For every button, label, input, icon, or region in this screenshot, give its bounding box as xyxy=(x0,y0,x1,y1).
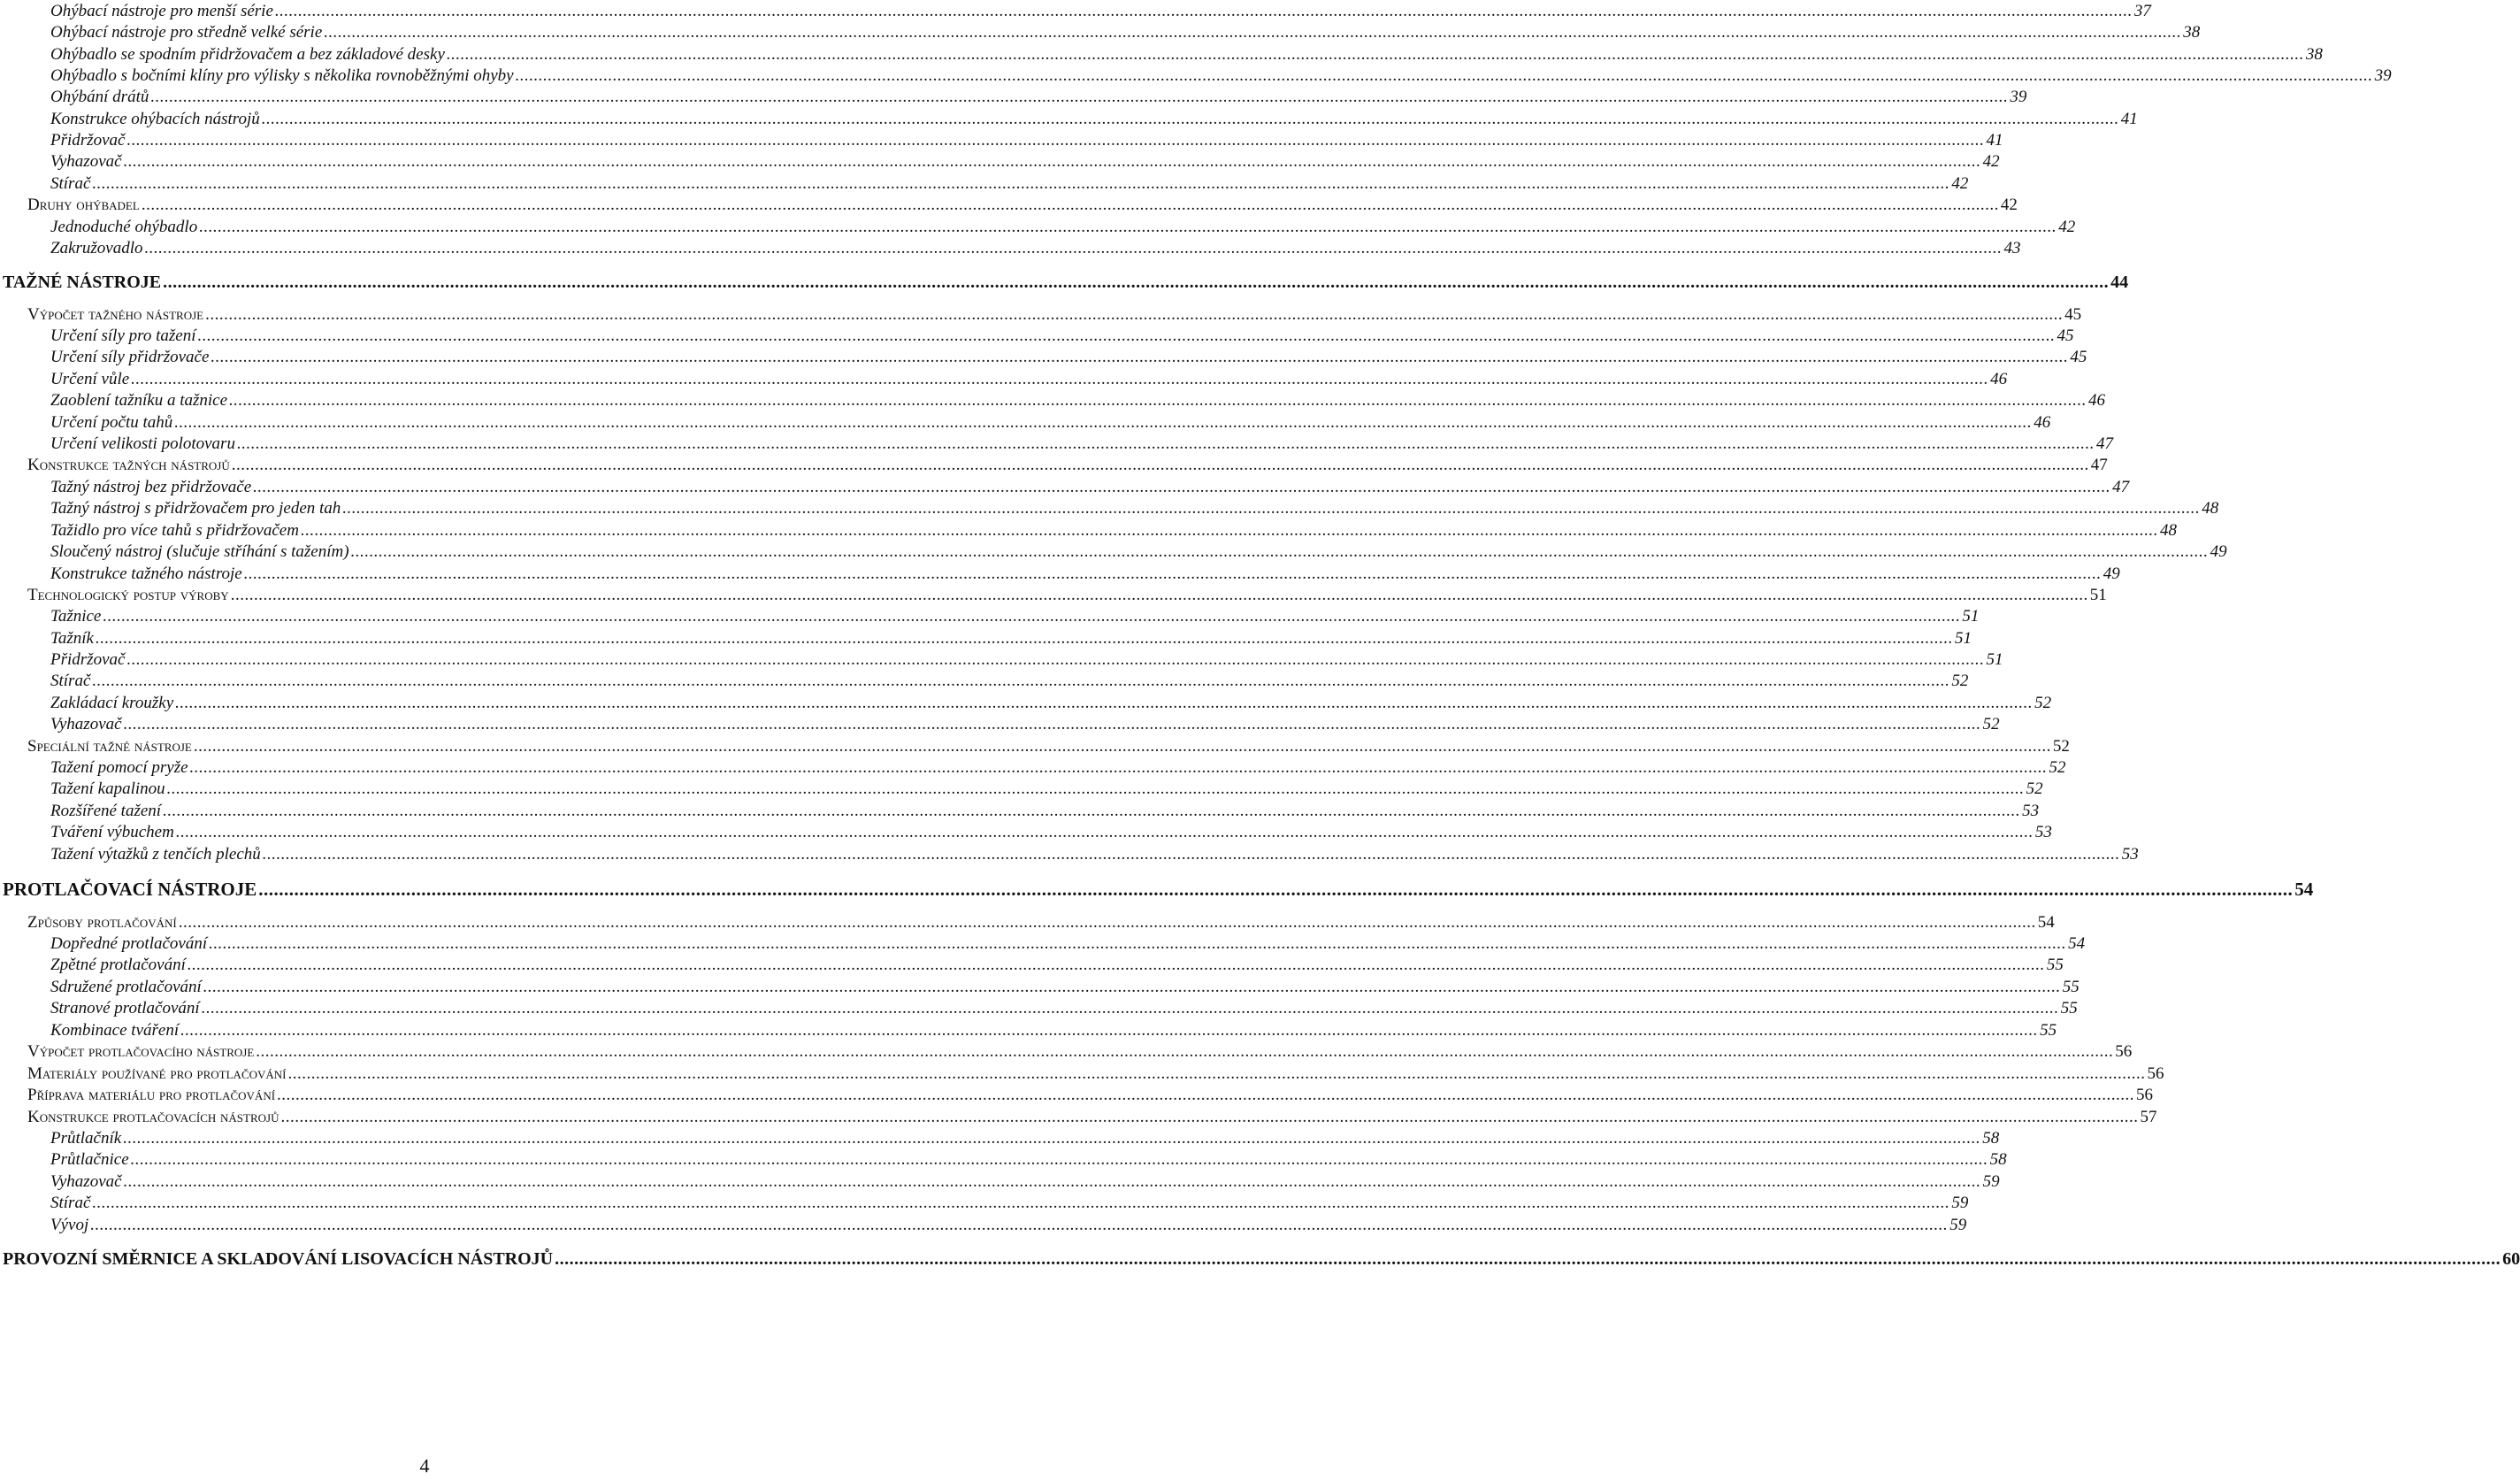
dot-leader: ................................................................................................................................................................................................................................................................................................................................................................................................................ xyxy=(199,218,2057,236)
toc-entry[interactable] xyxy=(0,672,1969,695)
toc-entry-title: Konstrukce ohýbacích nástrojů xyxy=(50,110,260,128)
dot-leader: ................................................................................................................................................................................................................................................................................................................................................................................................................ xyxy=(95,629,1953,648)
dot-leader: ................................................................................................................................................................................................................................................................................................................................................................................................................ xyxy=(287,1064,2146,1083)
toc-entry-title: Tažnice xyxy=(50,607,102,626)
toc-entry-title: Ohýbací nástroje pro středně velké série xyxy=(50,23,323,42)
dot-leader: ................................................................................................................................................................................................................................................................................................................................................................................................................ xyxy=(90,1216,1949,1234)
toc-entry-page: 45 xyxy=(2057,326,2074,345)
toc-entry-title: Stírač xyxy=(50,1194,91,1212)
dot-leader: ................................................................................................................................................................................................................................................................................................................................................................................................................ xyxy=(193,737,2051,756)
toc-entry-page: 39 xyxy=(2374,66,2392,85)
toc-entry[interactable] xyxy=(0,999,2078,1022)
toc-entry-title: Ohýbadlo s bočními klíny pro výlisky s několika rovnoběžnými ohyby xyxy=(50,66,514,85)
toc-entry[interactable] xyxy=(0,1108,2157,1131)
toc-entry-title: Stírač xyxy=(50,174,91,193)
toc-entry[interactable] xyxy=(0,1129,2000,1152)
dot-leader: ................................................................................................................................................................................................................................................................................................................................................................................................................ xyxy=(130,1150,1988,1169)
toc-entry-title: Zakružovadlo xyxy=(50,239,143,257)
dot-leader: ................................................................................................................................................................................................................................................................................................................................................................................................................ xyxy=(123,1129,1981,1148)
toc-entry-page: 42 xyxy=(1951,174,1969,193)
toc-entry-title: TAŽNÉ NÁSTROJE xyxy=(3,273,162,292)
toc-entry-page: 51 xyxy=(2089,586,2107,604)
dot-leader: ................................................................................................................................................................................................................................................................................................................................................................................................................ xyxy=(205,305,2064,324)
dot-leader: ................................................................................................................................................................................................................................................................................................................................................................................................................ xyxy=(126,650,1985,669)
toc-entry-title: Přidržovač xyxy=(50,131,126,150)
toc-entry-page: 54 xyxy=(2068,934,2086,953)
toc-entry-page: 52 xyxy=(2026,779,2043,798)
toc-entry-page: 52 xyxy=(2052,737,2070,756)
toc-entry-page: 56 xyxy=(2147,1064,2164,1083)
toc-entry-title: Tažný nástroj bez přidržovače xyxy=(50,478,252,496)
toc-entry-title: Určení velikosti polotovaru xyxy=(50,434,235,453)
toc-entry[interactable] xyxy=(0,586,2107,609)
toc-entry-title: Konstrukce protlačovacích nástrojů xyxy=(27,1108,280,1126)
dot-leader: ................................................................................................................................................................................................................................................................................................................................................................................................................ xyxy=(258,879,2294,900)
toc-entry-title: Stranové protlačování xyxy=(50,999,200,1017)
toc-entry-page: 57 xyxy=(2140,1108,2157,1126)
toc-entry-page: 44 xyxy=(2110,273,2129,292)
toc-entry-title: Vyhazovač xyxy=(50,152,122,171)
toc-entry-page: 41 xyxy=(2120,110,2138,128)
toc-entry[interactable] xyxy=(0,456,2108,479)
toc-entry[interactable] xyxy=(0,650,2003,673)
toc-entry-title: Konstrukce tažného nástroje xyxy=(50,564,242,583)
toc-entry-page: 52 xyxy=(2049,758,2066,777)
toc-entry-page: 38 xyxy=(2305,45,2323,64)
dot-leader: ................................................................................................................................................................................................................................................................................................................................................................................................................ xyxy=(203,978,2061,996)
toc-entry[interactable] xyxy=(0,152,2000,175)
toc-entry[interactable] xyxy=(0,196,2018,219)
toc-entry-title: Tažný nástroj s přidržovačem pro jeden tah xyxy=(50,499,341,518)
toc-entry-title: Stírač xyxy=(50,672,91,690)
toc-entry-page: 55 xyxy=(2060,999,2078,1017)
toc-entry-page: 39 xyxy=(2010,88,2027,106)
toc-entry[interactable] xyxy=(0,391,2106,414)
toc-entry-title: Tažidlo pro více tahů s přidržovačem xyxy=(50,521,299,540)
toc-entry[interactable] xyxy=(0,758,2066,781)
dot-leader: ................................................................................................................................................................................................................................................................................................................................................................................................................ xyxy=(300,521,2158,540)
toc-entry[interactable] xyxy=(0,913,2055,936)
toc-entry-title: Druhy ohýbadel xyxy=(27,196,140,214)
toc-entry-title: Vyhazovač xyxy=(50,715,122,733)
toc-entry-title: Materiály používané pro protlačování xyxy=(27,1064,287,1083)
toc-entry[interactable] xyxy=(0,1064,2164,1087)
toc-entry-title: Sloučený nástroj (slučuje stříhání s tažením) xyxy=(50,542,349,561)
toc-entry-page: 55 xyxy=(2046,956,2064,974)
toc-entry-title: Výpočet tažného nástroje xyxy=(27,305,204,324)
toc-entry-page: 55 xyxy=(2040,1021,2057,1040)
toc-entry-title: Zpětné protlačování xyxy=(50,956,186,974)
dot-leader: ................................................................................................................................................................................................................................................................................................................................................................................................................ xyxy=(166,779,2025,798)
toc-entry-page: 52 xyxy=(2034,694,2052,712)
toc-entry[interactable] xyxy=(0,370,2008,393)
toc-entry[interactable] xyxy=(0,1249,2520,1272)
toc-entry[interactable] xyxy=(0,348,2087,371)
toc-entry-page: 51 xyxy=(1986,650,2003,669)
toc-entry-page: 59 xyxy=(1949,1216,1967,1234)
toc-entry-page: 41 xyxy=(1986,131,2003,150)
toc-entry[interactable] xyxy=(0,174,1969,197)
toc-entry-title: Tažník xyxy=(50,629,94,648)
dot-leader: ................................................................................................................................................................................................................................................................................................................................................................................................................ xyxy=(229,391,2087,410)
toc-entry[interactable] xyxy=(0,737,2070,760)
dot-leader: ................................................................................................................................................................................................................................................................................................................................................................................................................ xyxy=(123,152,1981,171)
dot-leader: ................................................................................................................................................................................................................................................................................................................................................................................................................ xyxy=(123,1172,1981,1191)
dot-leader: ................................................................................................................................................................................................................................................................................................................................................................................................................ xyxy=(231,456,2089,474)
toc-entry-title: Tažení kapalinou xyxy=(50,779,165,798)
dot-leader: ................................................................................................................................................................................................................................................................................................................................................................................................................ xyxy=(262,845,2120,864)
dot-leader: ................................................................................................................................................................................................................................................................................................................................................................................................................ xyxy=(277,1086,2135,1104)
toc-entry-page: 59 xyxy=(1951,1194,1969,1212)
toc-entry[interactable] xyxy=(0,413,2051,436)
dot-leader: ................................................................................................................................................................................................................................................................................................................................................................................................................ xyxy=(253,478,2111,496)
toc-entry-title: Vývoj xyxy=(50,1216,89,1234)
toc-entry-page: 46 xyxy=(2088,391,2106,410)
toc-entry-title: Tváření výbuchem xyxy=(50,823,174,841)
toc-entry[interactable] xyxy=(0,607,1980,630)
dot-leader: ................................................................................................................................................................................................................................................................................................................................................................................................................ xyxy=(515,66,2373,85)
toc-entry[interactable] xyxy=(0,629,1972,652)
toc-entry-title: Výpočet protlačovacího nástroje xyxy=(27,1042,255,1061)
dot-leader: ................................................................................................................................................................................................................................................................................................................................................................................................................ xyxy=(103,607,1961,626)
toc-entry-title: Ohýbadlo se spodním přidržovačem a bez základové desky xyxy=(50,45,445,64)
dot-leader: ................................................................................................................................................................................................................................................................................................................................................................................................................ xyxy=(261,110,2119,128)
toc-entry-title: Způsoby protlačování xyxy=(27,913,177,932)
toc-entry-page: 58 xyxy=(1989,1150,2007,1169)
toc-entry-title: Průtlačník xyxy=(50,1129,122,1148)
toc-entry[interactable] xyxy=(0,273,2129,296)
toc-entry-title: PROVOZNÍ SMĚRNICE A SKLADOVÁNÍ LISOVACÍCH NÁSTROJŮ xyxy=(3,1249,554,1269)
dot-leader: ................................................................................................................................................................................................................................................................................................................................................................................................................ xyxy=(555,1249,2501,1269)
toc-entry-page: 55 xyxy=(2062,978,2080,996)
toc-entry-page: 53 xyxy=(2034,823,2052,841)
toc-entry[interactable] xyxy=(0,802,2040,825)
dot-leader: ................................................................................................................................................................................................................................................................................................................................................................................................................ xyxy=(324,23,2182,42)
toc-entry-title: Zaoblení tažníku a tažnice xyxy=(50,391,228,410)
dot-leader: ................................................................................................................................................................................................................................................................................................................................................................................................................ xyxy=(141,196,1999,214)
toc-entry[interactable] xyxy=(0,1194,1969,1217)
toc-entry-title: Zakládací kroužky xyxy=(50,694,174,712)
toc-entry-page: 42 xyxy=(2000,196,2018,214)
toc-entry[interactable] xyxy=(0,499,2219,522)
toc-entry-title: Přidržovač xyxy=(50,650,126,669)
dot-leader: ................................................................................................................................................................................................................................................................................................................................................................................................................ xyxy=(211,348,2069,366)
toc-entry-page: 37 xyxy=(2133,2,2151,20)
toc-entry-page: 46 xyxy=(1990,370,2008,388)
dot-leader: ................................................................................................................................................................................................................................................................................................................................................................................................................ xyxy=(201,999,2059,1017)
toc-entry-page: 53 xyxy=(2121,845,2139,864)
toc-entry-title: Dopředné protlačování xyxy=(50,934,208,953)
toc-entry-page: 54 xyxy=(2037,913,2055,932)
dot-leader: ................................................................................................................................................................................................................................................................................................................................................................................................................ xyxy=(144,239,2003,257)
toc-entry[interactable] xyxy=(0,110,2138,133)
toc-entry-page: 47 xyxy=(2112,478,2130,496)
toc-entry-title: Vyhazovač xyxy=(50,1172,122,1191)
toc-entry-page: 45 xyxy=(2064,305,2082,324)
dot-leader: ................................................................................................................................................................................................................................................................................................................................................................................................................ xyxy=(342,499,2201,518)
dot-leader: ................................................................................................................................................................................................................................................................................................................................................................................................................ xyxy=(126,131,1985,150)
toc-entry-page: 46 xyxy=(2034,413,2051,432)
toc-entry[interactable] xyxy=(0,1150,2007,1173)
toc-entry-title: Určení počtu tahů xyxy=(50,413,173,432)
toc-entry-title: Sdružené protlačování xyxy=(50,978,202,996)
toc-entry-page: 56 xyxy=(2115,1042,2133,1061)
toc-entry-page: 38 xyxy=(2183,23,2201,42)
dot-leader: ................................................................................................................................................................................................................................................................................................................................................................................................................ xyxy=(150,88,2009,106)
toc-entry-page: 51 xyxy=(1954,629,1972,648)
toc-entry[interactable] xyxy=(0,779,2043,802)
dot-leader: ................................................................................................................................................................................................................................................................................................................................................................................................................ xyxy=(274,2,2133,20)
dot-leader: ................................................................................................................................................................................................................................................................................................................................................................................................................ xyxy=(92,1194,1950,1212)
toc-entry-page: 60 xyxy=(2502,1249,2520,1269)
dot-leader: ................................................................................................................................................................................................................................................................................................................................................................................................................ xyxy=(131,370,1989,388)
toc-entry-title: Určení síly přidržovače xyxy=(50,348,210,366)
toc-entry-page: 42 xyxy=(1982,152,2000,171)
dot-leader: ................................................................................................................................................................................................................................................................................................................................................................................................................ xyxy=(163,273,2110,292)
toc-entry[interactable] xyxy=(0,1042,2133,1065)
toc-entry[interactable] xyxy=(0,434,2113,457)
toc-entry-title: Rozšířené tažení xyxy=(50,802,162,820)
toc-entry-title: Průtlačnice xyxy=(50,1150,129,1169)
toc-entry[interactable] xyxy=(0,66,2392,89)
toc-entry[interactable] xyxy=(0,305,2082,328)
toc-entry-page: 47 xyxy=(2090,456,2108,474)
dot-leader: ................................................................................................................................................................................................................................................................................................................................................................................................................ xyxy=(209,934,2067,953)
toc-entry[interactable] xyxy=(0,2,2151,25)
toc-entry-title: Konstrukce tažných nástrojů xyxy=(27,456,230,474)
toc-entry[interactable] xyxy=(0,326,2074,349)
toc-entry-page: 49 xyxy=(2103,564,2120,583)
toc-entry[interactable] xyxy=(0,956,2064,979)
toc-entry-page: 54 xyxy=(2294,879,2314,900)
dot-leader: ................................................................................................................................................................................................................................................................................................................................................................................................................ xyxy=(174,413,2033,432)
toc-entry-page: 42 xyxy=(2058,218,2076,236)
toc-entry[interactable] xyxy=(0,879,2314,902)
toc-entry[interactable] xyxy=(0,1086,2154,1109)
toc-entry-title: Ohýbací nástroje pro menší série xyxy=(50,2,273,20)
dot-leader: ................................................................................................................................................................................................................................................................................................................................................................................................................ xyxy=(446,45,2304,64)
toc-entry[interactable] xyxy=(0,88,2027,111)
page-number: 4 xyxy=(419,1455,430,1477)
toc-entry-title: Tažení pomocí pryže xyxy=(50,758,188,777)
dot-leader: ................................................................................................................................................................................................................................................................................................................................................................................................................ xyxy=(187,956,2045,974)
toc-entry-page: 52 xyxy=(1951,672,1969,690)
toc-entry-title: Tažení výtažků z tenčích plechů xyxy=(50,845,261,864)
toc-entry[interactable] xyxy=(0,45,2323,68)
dot-leader: ................................................................................................................................................................................................................................................................................................................................................................................................................ xyxy=(197,326,2056,345)
toc-entry-page: 59 xyxy=(1982,1172,2000,1191)
toc-entry-title: Jednoduché ohýbadlo xyxy=(50,218,198,236)
toc-entry[interactable] xyxy=(0,1216,1967,1239)
toc-entry[interactable] xyxy=(0,564,2120,587)
toc-entry[interactable] xyxy=(0,23,2201,46)
toc-entry[interactable] xyxy=(0,823,2052,846)
dot-leader: ................................................................................................................................................................................................................................................................................................................................................................................................................ xyxy=(350,542,2209,561)
toc-entry-page: 47 xyxy=(2095,434,2113,453)
toc-entry[interactable] xyxy=(0,845,2139,868)
dot-leader: ................................................................................................................................................................................................................................................................................................................................................................................................................ xyxy=(163,802,2021,820)
toc-entry-title: Ohýbání drátů xyxy=(50,88,149,106)
toc-entry-page: 53 xyxy=(2022,802,2040,820)
toc-entry-page: 49 xyxy=(2210,542,2227,561)
dot-leader: ................................................................................................................................................................................................................................................................................................................................................................................................................ xyxy=(123,715,1981,733)
dot-leader: ................................................................................................................................................................................................................................................................................................................................................................................................................ xyxy=(256,1042,2114,1061)
dot-leader: ................................................................................................................................................................................................................................................................................................................................................................................................................ xyxy=(92,672,1950,690)
toc-entry[interactable] xyxy=(0,542,2227,565)
dot-leader: ................................................................................................................................................................................................................................................................................................................................................................................................................ xyxy=(230,586,2088,604)
toc-entry-title: Určení vůle xyxy=(50,370,130,388)
toc-entry[interactable] xyxy=(0,478,2130,501)
toc-entry-page: 51 xyxy=(1962,607,1980,626)
toc-entry-title: Technologický postup výroby xyxy=(27,586,229,604)
toc-entry-title: PROTLAČOVACÍ NÁSTROJE xyxy=(3,879,257,900)
toc-entry[interactable] xyxy=(0,694,2052,717)
toc-entry-page: 48 xyxy=(2202,499,2219,518)
toc-entry-page: 45 xyxy=(2070,348,2087,366)
toc-entry[interactable] xyxy=(0,1172,2000,1195)
toc-entry[interactable] xyxy=(0,978,2080,1001)
dot-leader: ................................................................................................................................................................................................................................................................................................................................................................................................................ xyxy=(178,913,2036,932)
toc-entry-page: 52 xyxy=(1982,715,2000,733)
toc-entry[interactable] xyxy=(0,934,2086,957)
toc-entry[interactable] xyxy=(0,239,2021,262)
dot-leader: ................................................................................................................................................................................................................................................................................................................................................................................................................ xyxy=(189,758,2048,777)
dot-leader: ................................................................................................................................................................................................................................................................................................................................................................................................................ xyxy=(175,694,2034,712)
toc-entry-title: Určení síly pro tažení xyxy=(50,326,196,345)
dot-leader: ................................................................................................................................................................................................................................................................................................................................................................................................................ xyxy=(236,434,2095,453)
toc-entry-title: Speciální tažné nástroje xyxy=(27,737,192,756)
dot-leader: ................................................................................................................................................................................................................................................................................................................................................................................................................ xyxy=(92,174,1950,193)
toc-entry[interactable] xyxy=(0,715,2000,738)
toc-entry-title: Kombinace tváření xyxy=(50,1021,180,1040)
toc-entry[interactable] xyxy=(0,131,2003,154)
toc-entry-page: 58 xyxy=(1982,1129,2000,1148)
toc-entry[interactable] xyxy=(0,1021,2057,1044)
toc-entry-page: 48 xyxy=(2159,521,2177,540)
toc-entry-page: 43 xyxy=(2003,239,2021,257)
toc-entry[interactable] xyxy=(0,218,2076,241)
dot-leader: ................................................................................................................................................................................................................................................................................................................................................................................................................ xyxy=(180,1021,2039,1040)
toc-entry-title: Příprava materiálu pro protlačování xyxy=(27,1086,276,1104)
toc-entry-page: 56 xyxy=(2136,1086,2154,1104)
toc-entry[interactable] xyxy=(0,521,2177,544)
dot-leader: ................................................................................................................................................................................................................................................................................................................................................................................................................ xyxy=(175,823,2034,841)
dot-leader: ................................................................................................................................................................................................................................................................................................................................................................................................................ xyxy=(243,564,2102,583)
dot-leader: ................................................................................................................................................................................................................................................................................................................................................................................................................ xyxy=(280,1108,2139,1126)
